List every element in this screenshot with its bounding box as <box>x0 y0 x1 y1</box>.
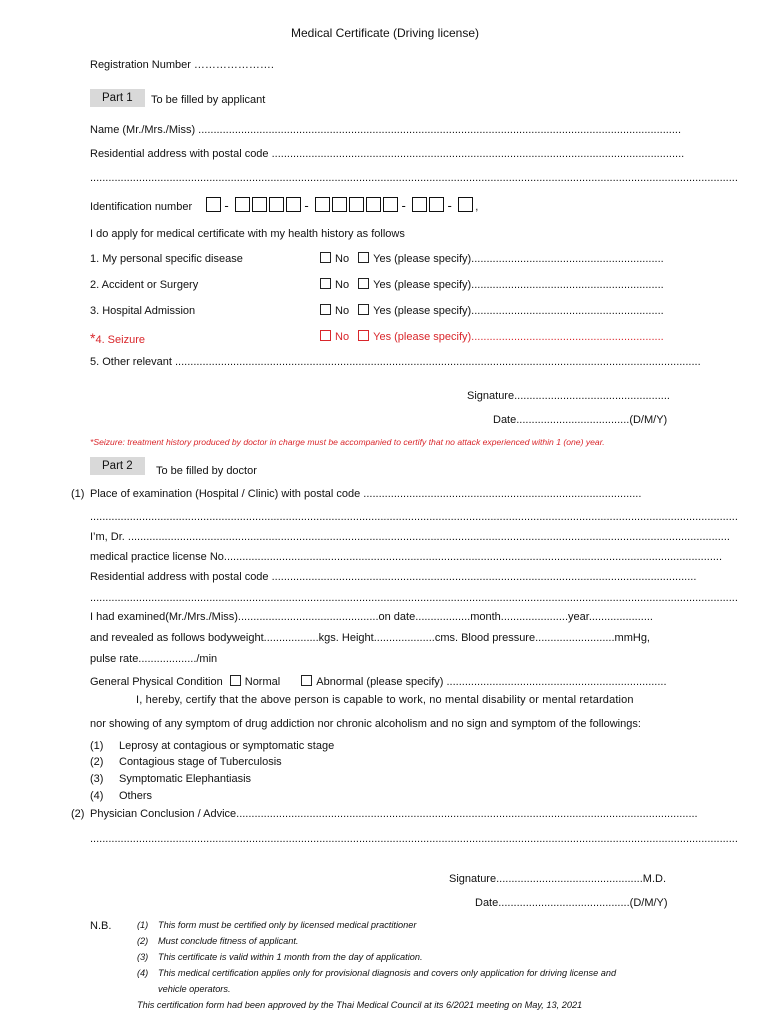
history-item-4-options[interactable]: No Yes (please specify)............................................................... <box>320 330 664 343</box>
history-item-3-label: 3. Hospital Admission <box>90 305 196 317</box>
yes-checkbox[interactable] <box>358 330 369 341</box>
applicant-date-line: Date.....................................(D/M/Y) <box>493 414 668 426</box>
part1-label: Part 1 <box>90 89 145 107</box>
id-comma: , <box>475 201 479 213</box>
nb-num-1: (1) <box>137 920 149 930</box>
history-item-1-options[interactable]: No Yes (please specify)............................................................... <box>320 252 664 265</box>
no-checkbox[interactable] <box>320 330 331 341</box>
condition-text-1: Leprosy at contagious or symptomatic stage <box>119 740 335 752</box>
condition-text-4: Others <box>119 790 153 802</box>
apply-text: I do apply for medical certificate with my health history as follows <box>90 228 405 240</box>
abnormal-checkbox[interactable] <box>301 675 312 686</box>
applicant-signature-line: Signature................................................... <box>467 390 670 402</box>
part2-label: Part 2 <box>90 457 145 475</box>
condition-text-3: Symptomatic Elephantiasis <box>119 773 252 785</box>
nb-label: N.B. <box>90 920 112 932</box>
doctor-name-line: I’m, Dr. ..................................................................................................................................................................................................... <box>90 531 730 543</box>
page-title: Medical Certificate (Driving license) <box>290 26 480 40</box>
history-item-3-options[interactable]: No Yes (please specify)............................................................... <box>320 304 664 317</box>
physician-conclusion-line: Physician Conclusion / Advice....................................................................................................................................................... <box>90 808 698 820</box>
condition-num-1: (1) <box>90 740 104 752</box>
item2-number: (2) <box>71 808 85 820</box>
abnormal-label: Abnormal (please specify) ........................................................................ <box>316 676 667 688</box>
id-number-boxes[interactable]: - - - - , <box>206 197 478 213</box>
place-continuation-line: .................................................................................................................................................................................................................... <box>90 511 738 523</box>
nb-num-3: (3) <box>137 952 149 962</box>
condition-text-2: Contagious stage of Tuberculosis <box>119 756 282 768</box>
history-item-2-label: 2. Accident or Surgery <box>90 279 199 291</box>
history-item-4-label: *4. Seizure <box>90 330 145 346</box>
conclusion-continuation-line: .................................................................................................................................................................................................................... <box>90 833 738 845</box>
approval-note: This certification form had been approved by the Thai Medical Council at its 6/2021 meeting on May, 13, 2021 <box>137 1000 583 1010</box>
examined-line: I had examined(Mr./Mrs./Miss)..............................................on date..................month......................year..................... <box>90 611 653 623</box>
yes-checkbox[interactable] <box>358 304 369 315</box>
nb-num-4: (4) <box>137 968 149 978</box>
condition-num-3: (3) <box>90 773 104 785</box>
no-checkbox[interactable] <box>320 252 331 263</box>
registration-number-line: Registration Number …………………. <box>90 59 274 71</box>
yes-checkbox[interactable] <box>358 252 369 263</box>
address-line: Residential address with postal code ....................................................................................................................................... <box>90 148 685 160</box>
license-number-line: medical practice license No................................................................................................................................................................... <box>90 551 723 563</box>
name-line: Name (Mr./Mrs./Miss) .............................................................................................................................................................. <box>90 124 682 136</box>
nb-text-3: This certificate is valid within 1 month from the day of application. <box>158 952 423 962</box>
condition-num-2: (2) <box>90 756 104 768</box>
pulse-rate-line: pulse rate.................../min <box>90 653 218 665</box>
nb-num-2: (2) <box>137 936 149 946</box>
part1-caption: To be filled by applicant <box>151 94 266 106</box>
physical-condition-row <box>90 675 667 688</box>
required-star: * <box>90 330 96 346</box>
condition-label: General Physical Condition <box>90 676 223 688</box>
vitals-line: and revealed as follows bodyweight..................kgs. Height....................cms. Blood pressure..........................mmHg, <box>90 632 650 644</box>
address-continuation-line: .................................................................................................................................................................................................................... <box>90 172 738 184</box>
doctor-address-continuation-line: .................................................................................................................................................................................................................... <box>90 592 738 604</box>
part2-caption: To be filled by doctor <box>156 465 257 477</box>
doctor-date-line: Date...........................................(D/M/Y) <box>475 897 668 909</box>
history-item-1-label: 1. My personal specific disease <box>90 253 243 265</box>
other-relevant-line: 5. Other relevant ............................................................................................................................................................................ <box>90 356 701 368</box>
nb-text-1: This form must be certified only by licensed medical practitioner <box>158 920 417 930</box>
doctor-address-line: Residential address with postal code ........................................................................................................................................... <box>90 571 697 583</box>
normal-checkbox[interactable] <box>230 675 241 686</box>
history-item-2-options[interactable]: No Yes (please specify)............................................................... <box>320 278 664 291</box>
certify-text-line-1: I, hereby, certify that the above person is capable to work, no mental disability or mental retardation <box>136 694 634 706</box>
item1-number: (1) <box>71 488 85 500</box>
nb-text-4-continued: vehicle operators. <box>158 984 231 994</box>
certify-text-line-2: nor showing of any symptom of drug addiction nor chronic alcoholism and no sign and symptom of the followings: <box>90 718 641 730</box>
no-checkbox[interactable] <box>320 278 331 289</box>
doctor-signature-line: Signature................................................M.D. <box>449 873 667 885</box>
condition-num-4: (4) <box>90 790 104 802</box>
yes-checkbox[interactable] <box>358 278 369 289</box>
nb-text-4: This medical certification applies only for provisional diagnosis and covers only application for driving license and <box>158 968 617 978</box>
normal-label: Normal <box>244 676 281 688</box>
no-checkbox[interactable] <box>320 304 331 315</box>
nb-text-2: Must conclude fitness of applicant. <box>158 936 299 946</box>
place-of-examination-line: Place of examination (Hospital / Clinic) with postal code ........................................................................................... <box>90 488 642 500</box>
seizure-note: *Seizure: treatment history produced by doctor in charge must be accompanied to certify that no attack experienced within 1 (one) year. <box>90 437 605 447</box>
id-number-label: Identification number <box>90 201 193 213</box>
